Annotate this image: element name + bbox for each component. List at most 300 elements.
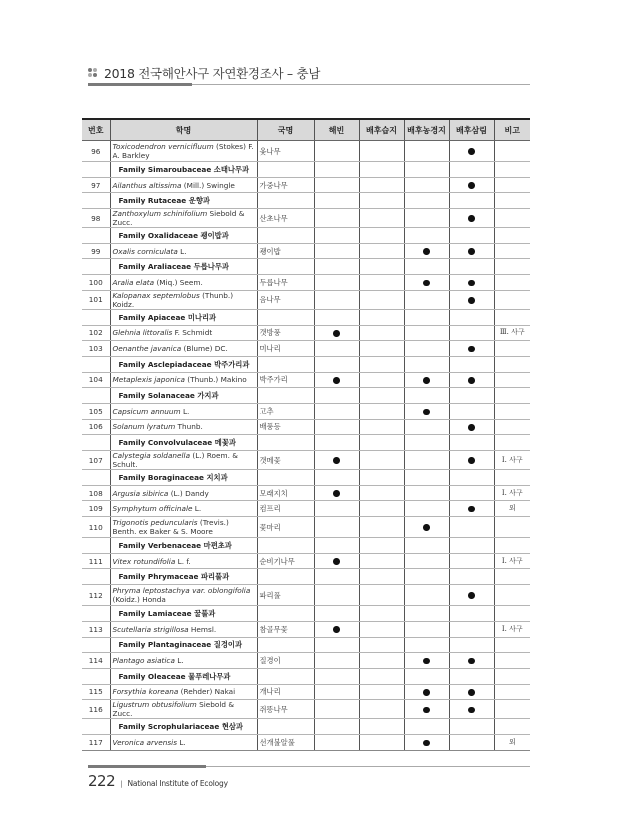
habitat-beach-cell bbox=[314, 275, 359, 291]
bullet-dots-icon bbox=[88, 68, 98, 78]
remark bbox=[494, 275, 530, 291]
habitat-back-wetland-cell bbox=[359, 290, 404, 309]
habitat-back-farmland-cell bbox=[404, 372, 449, 388]
species-row bbox=[82, 517, 530, 538]
remark bbox=[494, 403, 530, 419]
remark: 외 bbox=[494, 501, 530, 517]
family-row bbox=[82, 569, 530, 585]
empty-cell bbox=[404, 259, 449, 275]
scientific-name: Aralia elata bbox=[112, 277, 155, 287]
habitat-back-forest-cell bbox=[449, 684, 494, 700]
family-row bbox=[82, 388, 530, 404]
species-row bbox=[82, 653, 530, 669]
running-head bbox=[88, 63, 320, 83]
habitat-back-wetland-cell bbox=[359, 275, 404, 291]
empty-cell bbox=[359, 470, 404, 486]
author-citation: (Miq.) Seem. bbox=[154, 277, 203, 287]
habitat-back-farmland-cell bbox=[404, 341, 449, 357]
habitat-back-farmland-cell bbox=[404, 684, 449, 700]
author-citation: Thunb. bbox=[175, 422, 203, 432]
remark: Ⅰ. 사구 bbox=[494, 553, 530, 569]
presence-dot-icon bbox=[468, 424, 475, 431]
scientific-name: Glehnia littoralis bbox=[112, 328, 173, 338]
presence-dot-icon bbox=[468, 506, 475, 513]
habitat-back-wetland-cell bbox=[359, 325, 404, 341]
empty-cell bbox=[359, 668, 404, 684]
empty-cell bbox=[314, 606, 359, 622]
author-citation: L. bbox=[177, 737, 186, 747]
habitat-back-forest-cell bbox=[449, 209, 494, 228]
scientific-name-cell bbox=[110, 621, 257, 637]
family-row bbox=[82, 356, 530, 372]
habitat-beach-cell bbox=[314, 209, 359, 228]
empty-cell bbox=[257, 309, 314, 325]
empty-cell bbox=[404, 388, 449, 404]
footer bbox=[88, 772, 228, 790]
species-row bbox=[82, 372, 530, 388]
species-row bbox=[82, 485, 530, 501]
family-name: Family Oxalidaceae 괭이밥과 bbox=[110, 228, 257, 244]
empty-cell bbox=[449, 637, 494, 653]
empty-cell bbox=[449, 470, 494, 486]
habitat-back-forest-cell bbox=[449, 290, 494, 309]
habitat-back-wetland-cell bbox=[359, 553, 404, 569]
remark bbox=[494, 341, 530, 357]
empty-cell bbox=[314, 193, 359, 209]
empty-cell bbox=[359, 388, 404, 404]
species-no: 106 bbox=[82, 419, 110, 435]
presence-dot-icon bbox=[423, 377, 430, 384]
family-no-cell bbox=[82, 162, 110, 178]
family-row bbox=[82, 193, 530, 209]
habitat-back-wetland-cell bbox=[359, 501, 404, 517]
empty-cell bbox=[257, 259, 314, 275]
habitat-beach-cell bbox=[314, 451, 359, 470]
habitat-back-forest-cell bbox=[449, 700, 494, 719]
author-citation: (Trevis.) Benth. ex Baker & S. Moore bbox=[112, 518, 229, 537]
family-no-cell bbox=[82, 435, 110, 451]
presence-dot-icon bbox=[333, 490, 340, 497]
scientific-name: Ligustrum obtusifolium bbox=[112, 700, 197, 710]
empty-cell bbox=[404, 193, 449, 209]
korean-name: 두릅나무 bbox=[257, 275, 314, 291]
presence-dot-icon bbox=[423, 280, 430, 287]
empty-cell bbox=[404, 228, 449, 244]
author-citation: L. bbox=[192, 504, 202, 514]
presence-dot-icon bbox=[468, 457, 475, 464]
species-row bbox=[82, 734, 530, 750]
habitat-back-wetland-cell bbox=[359, 485, 404, 501]
empty-cell bbox=[449, 538, 494, 554]
habitat-back-farmland-cell bbox=[404, 177, 449, 193]
korean-name: 가중나무 bbox=[257, 177, 314, 193]
habitat-beach-cell bbox=[314, 243, 359, 259]
korean-name: 참골무꽃 bbox=[257, 621, 314, 637]
empty-cell bbox=[494, 668, 530, 684]
remark bbox=[494, 700, 530, 719]
scientific-name: Argusia sibirica bbox=[112, 488, 169, 498]
remark: Ⅲ. 사구 bbox=[494, 325, 530, 341]
empty-cell bbox=[494, 538, 530, 554]
scientific-name: Scutellaria strigillosa bbox=[112, 624, 189, 634]
family-name: Family Simaroubaceae 소태나무과 bbox=[110, 162, 257, 178]
habitat-back-farmland-cell bbox=[404, 325, 449, 341]
korean-name: 산초나무 bbox=[257, 209, 314, 228]
family-name: Family Asclepiadaceae 박주가리과 bbox=[110, 356, 257, 372]
species-no: 111 bbox=[82, 553, 110, 569]
scientific-name-cell bbox=[110, 501, 257, 517]
habitat-back-farmland-cell bbox=[404, 553, 449, 569]
empty-cell bbox=[314, 637, 359, 653]
scientific-name: Ailanthus altissima bbox=[112, 180, 182, 190]
remark bbox=[494, 372, 530, 388]
species-no: 97 bbox=[82, 177, 110, 193]
empty-cell bbox=[404, 637, 449, 653]
author-citation: (L.) Roem. & Schult. bbox=[112, 451, 238, 469]
family-no-cell bbox=[82, 309, 110, 325]
family-no-cell bbox=[82, 228, 110, 244]
family-row bbox=[82, 309, 530, 325]
habitat-back-wetland-cell bbox=[359, 684, 404, 700]
empty-cell bbox=[257, 606, 314, 622]
header-back-wetland: 배후습지 bbox=[359, 119, 404, 141]
habitat-back-forest-cell bbox=[449, 275, 494, 291]
empty-cell bbox=[449, 569, 494, 585]
scientific-name-cell bbox=[110, 653, 257, 669]
korean-name: 개나리 bbox=[257, 684, 314, 700]
family-row bbox=[82, 435, 530, 451]
species-no: 103 bbox=[82, 341, 110, 357]
empty-cell bbox=[314, 162, 359, 178]
empty-cell bbox=[494, 637, 530, 653]
habitat-back-forest-cell bbox=[449, 243, 494, 259]
scientific-name-cell bbox=[110, 419, 257, 435]
habitat-beach-cell bbox=[314, 700, 359, 719]
empty-cell bbox=[257, 388, 314, 404]
empty-cell bbox=[359, 719, 404, 735]
empty-cell bbox=[359, 228, 404, 244]
habitat-back-forest-cell bbox=[449, 517, 494, 538]
remark bbox=[494, 141, 530, 162]
empty-cell bbox=[449, 309, 494, 325]
habitat-back-wetland-cell bbox=[359, 585, 404, 606]
scientific-name: Phryma leptostachya var. oblongifolia bbox=[112, 586, 251, 596]
author-citation: Siebold & Zucc. bbox=[112, 209, 245, 228]
scientific-name: Symphytum officinale bbox=[112, 504, 193, 514]
family-name: Family Rutaceae 운향과 bbox=[110, 193, 257, 209]
family-no-cell bbox=[82, 606, 110, 622]
scientific-name: Zanthoxylum schinifolium bbox=[112, 209, 208, 219]
species-row bbox=[82, 621, 530, 637]
habitat-back-wetland-cell bbox=[359, 403, 404, 419]
habitat-back-farmland-cell bbox=[404, 290, 449, 309]
presence-dot-icon bbox=[333, 377, 340, 384]
scientific-name: Plantago asiatica bbox=[112, 656, 175, 666]
habitat-back-forest-cell bbox=[449, 325, 494, 341]
presence-dot-icon bbox=[423, 689, 430, 696]
empty-cell bbox=[314, 259, 359, 275]
korean-name: 음나무 bbox=[257, 290, 314, 309]
author-citation: L. bbox=[174, 656, 184, 666]
habitat-back-wetland-cell bbox=[359, 734, 404, 750]
empty-cell bbox=[449, 228, 494, 244]
habitat-beach-cell bbox=[314, 290, 359, 309]
habitat-back-farmland-cell bbox=[404, 621, 449, 637]
scientific-name-cell bbox=[110, 553, 257, 569]
habitat-back-forest-cell bbox=[449, 177, 494, 193]
presence-dot-icon bbox=[423, 658, 430, 665]
empty-cell bbox=[314, 435, 359, 451]
species-row bbox=[82, 700, 530, 719]
species-no: 115 bbox=[82, 684, 110, 700]
species-row bbox=[82, 177, 530, 193]
species-no: 100 bbox=[82, 275, 110, 291]
korean-name: 쥐똥나무 bbox=[257, 700, 314, 719]
family-row bbox=[82, 719, 530, 735]
habitat-back-farmland-cell bbox=[404, 517, 449, 538]
habitat-back-farmland-cell bbox=[404, 243, 449, 259]
family-no-cell bbox=[82, 470, 110, 486]
page-number: 222 bbox=[88, 772, 116, 790]
presence-dot-icon bbox=[333, 558, 340, 565]
habitat-back-forest-cell bbox=[449, 485, 494, 501]
header-rule-thin bbox=[192, 84, 530, 85]
species-no: 112 bbox=[82, 585, 110, 606]
family-name: Family Convolvulaceae 메꽃과 bbox=[110, 435, 257, 451]
empty-cell bbox=[494, 606, 530, 622]
empty-cell bbox=[359, 356, 404, 372]
author-citation: (Thunb.) Koidz. bbox=[112, 290, 234, 309]
author-citation: L. bbox=[177, 246, 187, 256]
habitat-back-forest-cell bbox=[449, 451, 494, 470]
korean-name: 미나리 bbox=[257, 341, 314, 357]
empty-cell bbox=[314, 538, 359, 554]
scientific-name-cell bbox=[110, 700, 257, 719]
scientific-name-cell bbox=[110, 403, 257, 419]
family-no-cell bbox=[82, 719, 110, 735]
habitat-back-farmland-cell bbox=[404, 700, 449, 719]
author-citation: L. bbox=[180, 406, 190, 416]
header-korean-name: 국명 bbox=[257, 119, 314, 141]
family-no-cell bbox=[82, 637, 110, 653]
habitat-beach-cell bbox=[314, 517, 359, 538]
empty-cell bbox=[449, 162, 494, 178]
remark bbox=[494, 585, 530, 606]
remark bbox=[494, 684, 530, 700]
family-row bbox=[82, 668, 530, 684]
empty-cell bbox=[404, 719, 449, 735]
empty-cell bbox=[449, 668, 494, 684]
empty-cell bbox=[404, 470, 449, 486]
species-row bbox=[82, 275, 530, 291]
habitat-back-forest-cell bbox=[449, 585, 494, 606]
family-name: Family Boraginaceae 지치과 bbox=[110, 470, 257, 486]
remark bbox=[494, 653, 530, 669]
presence-dot-icon bbox=[423, 740, 430, 747]
empty-cell bbox=[314, 228, 359, 244]
empty-cell bbox=[404, 309, 449, 325]
habitat-back-forest-cell bbox=[449, 501, 494, 517]
remark: Ⅰ. 사구 bbox=[494, 485, 530, 501]
presence-dot-icon bbox=[468, 297, 475, 304]
table-body bbox=[82, 141, 530, 751]
korean-name: 순비기나무 bbox=[257, 553, 314, 569]
empty-cell bbox=[404, 356, 449, 372]
scientific-name-cell bbox=[110, 485, 257, 501]
habitat-back-forest-cell bbox=[449, 419, 494, 435]
species-no: 104 bbox=[82, 372, 110, 388]
habitat-back-farmland-cell bbox=[404, 275, 449, 291]
author-citation: (Thunb.) Makino bbox=[184, 375, 247, 385]
habitat-back-wetland-cell bbox=[359, 517, 404, 538]
family-no-cell bbox=[82, 356, 110, 372]
scientific-name: Veronica arvensis bbox=[112, 737, 178, 747]
korean-name: 꽃마리 bbox=[257, 517, 314, 538]
family-name: Family Araliaceae 두릅나무과 bbox=[110, 259, 257, 275]
scientific-name-cell bbox=[110, 517, 257, 538]
scientific-name-cell bbox=[110, 141, 257, 162]
empty-cell bbox=[359, 309, 404, 325]
species-no: 101 bbox=[82, 290, 110, 309]
habitat-back-wetland-cell bbox=[359, 451, 404, 470]
habitat-back-farmland-cell bbox=[404, 585, 449, 606]
habitat-beach-cell bbox=[314, 341, 359, 357]
habitat-back-wetland-cell bbox=[359, 341, 404, 357]
header-rule-thick bbox=[88, 83, 192, 86]
empty-cell bbox=[449, 606, 494, 622]
author-citation: Siebold & Zucc. bbox=[112, 700, 235, 719]
family-row bbox=[82, 637, 530, 653]
author-citation: (Rehder) Nakai bbox=[178, 687, 236, 697]
empty-cell bbox=[359, 637, 404, 653]
habitat-back-farmland-cell bbox=[404, 485, 449, 501]
habitat-beach-cell bbox=[314, 177, 359, 193]
scientific-name-cell bbox=[110, 372, 257, 388]
header-scientific-name: 학명 bbox=[110, 119, 257, 141]
habitat-back-farmland-cell bbox=[404, 419, 449, 435]
scientific-name: Capsicum annuum bbox=[112, 406, 181, 416]
habitat-back-forest-cell bbox=[449, 734, 494, 750]
habitat-back-forest-cell bbox=[449, 341, 494, 357]
empty-cell bbox=[257, 162, 314, 178]
habitat-beach-cell bbox=[314, 653, 359, 669]
empty-cell bbox=[494, 356, 530, 372]
species-no: 107 bbox=[82, 451, 110, 470]
remark bbox=[494, 419, 530, 435]
scientific-name: Toxicodendron vernicifluum bbox=[112, 142, 214, 151]
author-citation: (Mill.) Swingle bbox=[181, 180, 235, 190]
empty-cell bbox=[257, 193, 314, 209]
habitat-beach-cell bbox=[314, 684, 359, 700]
empty-cell bbox=[257, 470, 314, 486]
habitat-beach-cell bbox=[314, 553, 359, 569]
scientific-name-cell bbox=[110, 275, 257, 291]
species-row bbox=[82, 325, 530, 341]
habitat-back-farmland-cell bbox=[404, 209, 449, 228]
scientific-name-cell bbox=[110, 341, 257, 357]
empty-cell bbox=[449, 435, 494, 451]
presence-dot-icon bbox=[468, 592, 475, 599]
species-row bbox=[82, 419, 530, 435]
empty-cell bbox=[314, 470, 359, 486]
habitat-back-wetland-cell bbox=[359, 177, 404, 193]
empty-cell bbox=[404, 569, 449, 585]
footer-rule-thick bbox=[88, 765, 206, 768]
habitat-back-wetland-cell bbox=[359, 243, 404, 259]
empty-cell bbox=[314, 388, 359, 404]
species-no: 108 bbox=[82, 485, 110, 501]
species-row bbox=[82, 209, 530, 228]
presence-dot-icon bbox=[468, 280, 475, 287]
presence-dot-icon bbox=[468, 248, 475, 255]
species-row bbox=[82, 243, 530, 259]
korean-name: 파리풀 bbox=[257, 585, 314, 606]
family-name: Family Phrymaceae 파리풀과 bbox=[110, 569, 257, 585]
author-citation: L. f. bbox=[175, 556, 191, 566]
empty-cell bbox=[257, 356, 314, 372]
habitat-back-farmland-cell bbox=[404, 141, 449, 162]
remark bbox=[494, 177, 530, 193]
habitat-back-forest-cell bbox=[449, 372, 494, 388]
species-row bbox=[82, 341, 530, 357]
korean-name: 고추 bbox=[257, 403, 314, 419]
family-no-cell bbox=[82, 668, 110, 684]
family-no-cell bbox=[82, 259, 110, 275]
habitat-beach-cell bbox=[314, 485, 359, 501]
empty-cell bbox=[449, 259, 494, 275]
scientific-name-cell bbox=[110, 451, 257, 470]
presence-dot-icon bbox=[333, 330, 340, 337]
family-name: Family Lamiaceae 꿀풀과 bbox=[110, 606, 257, 622]
scientific-name-cell bbox=[110, 684, 257, 700]
empty-cell bbox=[257, 569, 314, 585]
habitat-back-forest-cell bbox=[449, 553, 494, 569]
scientific-name-cell bbox=[110, 325, 257, 341]
empty-cell bbox=[494, 309, 530, 325]
habitat-back-wetland-cell bbox=[359, 653, 404, 669]
presence-dot-icon bbox=[468, 377, 475, 384]
empty-cell bbox=[494, 388, 530, 404]
empty-cell bbox=[314, 719, 359, 735]
institute-name: National Institute of Ecology bbox=[127, 779, 228, 788]
family-name: Family Plantaginaceae 질경이과 bbox=[110, 637, 257, 653]
empty-cell bbox=[359, 569, 404, 585]
family-name: Family Verbenaceae 마편초과 bbox=[110, 538, 257, 554]
species-table bbox=[82, 118, 530, 751]
empty-cell bbox=[257, 228, 314, 244]
family-name: Family Scrophulariaceae 현삼과 bbox=[110, 719, 257, 735]
author-citation: (Stokes) F. A. Barkley bbox=[112, 142, 254, 160]
habitat-back-wetland-cell bbox=[359, 700, 404, 719]
presence-dot-icon bbox=[468, 215, 475, 222]
presence-dot-icon bbox=[423, 524, 430, 531]
empty-cell bbox=[449, 719, 494, 735]
empty-cell bbox=[257, 538, 314, 554]
empty-cell bbox=[314, 356, 359, 372]
habitat-beach-cell bbox=[314, 585, 359, 606]
presence-dot-icon bbox=[423, 707, 430, 714]
scientific-name-cell bbox=[110, 177, 257, 193]
scientific-name: Oenanthe javanica bbox=[112, 344, 182, 354]
species-no: 98 bbox=[82, 209, 110, 228]
author-citation: (L.) Dandy bbox=[168, 488, 209, 498]
family-name: Family Solanaceae 가지과 bbox=[110, 388, 257, 404]
empty-cell bbox=[494, 228, 530, 244]
remark bbox=[494, 517, 530, 538]
empty-cell bbox=[359, 538, 404, 554]
empty-cell bbox=[404, 668, 449, 684]
header-no: 번호 bbox=[82, 119, 110, 141]
